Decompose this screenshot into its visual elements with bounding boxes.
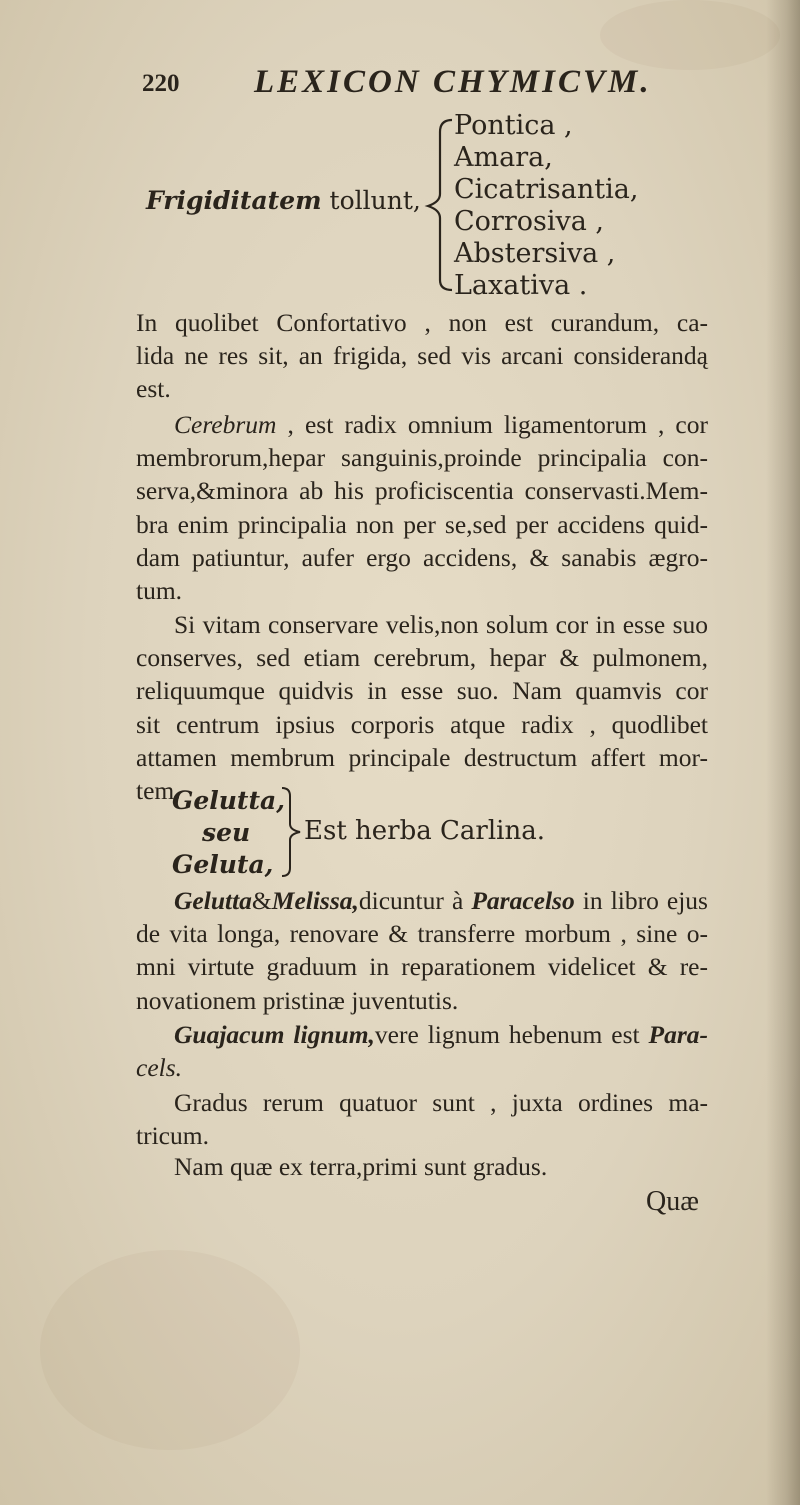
text-line: Guajacum lignum,vere lignum hebenum est Para-: [174, 1020, 708, 1049]
entry-term: Cerebrum: [174, 410, 277, 439]
text-line: conserves, sed etiam cerebrum, hepar & pulmonem,: [136, 643, 708, 673]
text-line: sit centrum ipsius corporis atque radix , quodlibet: [136, 709, 708, 739]
frigiditatem-verb: tollunt,: [321, 186, 421, 215]
geluta-term: Geluta,: [172, 850, 274, 879]
text-line: de vita longa, renovare & transferre morbum , sine o-: [136, 919, 708, 949]
text-line: Gelutta&Melissa,dicuntur à Paracelso in libro ejus: [174, 886, 708, 915]
paragraph-cerebrum: [136, 408, 708, 607]
paper-stain: [40, 1250, 300, 1450]
paragraph-gradus: [136, 1086, 708, 1152]
left-brace-icon: [418, 114, 458, 294]
paragraph-nam: [136, 1150, 708, 1183]
list-item: Corrosiva ,: [454, 206, 604, 237]
paragraph-vitam: [136, 608, 708, 807]
text-line: tem.: [136, 776, 181, 806]
seu-conjunction: seu: [202, 818, 251, 847]
page-header: [132, 58, 712, 108]
paragraph-confortativo: [136, 306, 708, 406]
text-line: lida ne res sit, an frigida, sed vis arcani considerandą: [136, 341, 708, 371]
text-line: novationem pristinæ juventutis.: [136, 985, 459, 1015]
gelutta-term: Gelutta,: [172, 786, 285, 815]
text-line: mni virtute graduum in reparationem videlicet & re-: [136, 952, 708, 982]
paragraph-guajacum: [136, 1018, 708, 1084]
list-item: Amara,: [454, 142, 553, 173]
text-line: Nam quæ ex terra,primi sunt gradus.: [174, 1152, 548, 1181]
frigiditatem-term: Frigiditatem: [146, 186, 322, 215]
text-line: dam patiuntur, aufer ergo accidens, & sanabis ægro-: [136, 542, 708, 572]
catchword: Quæ: [646, 1186, 699, 1217]
text-line: tum.: [136, 576, 183, 606]
gelutta-definition: Est herba Carlina.: [304, 816, 545, 846]
text-line: serva,&minora ab his proficiscentia conservasti.Mem-: [136, 476, 708, 506]
text-line: In quolibet Confortativo , non est curandum, ca-: [136, 308, 708, 337]
text-line: Cerebrum , est radix omnium ligamentorum , cor: [174, 410, 708, 439]
running-title: LEXICON CHYMICVM.: [254, 64, 652, 100]
list-item: Laxativa .: [454, 270, 588, 301]
list-item: Pontica ,: [454, 110, 573, 141]
text-line: cels.: [136, 1053, 183, 1083]
paragraph-gelutta-melissa: [136, 884, 708, 1017]
text-line: reliquumque quidvis in esse suo. Nam quamvis cor: [136, 676, 708, 706]
page-edge-shadow: [766, 0, 800, 1505]
list-item: Abstersiva ,: [454, 238, 616, 269]
frigiditatem-lead: [146, 186, 421, 215]
text-line: attamen membrum principale destructum affert mor-: [136, 742, 708, 772]
text-line: tricum.: [136, 1121, 209, 1151]
page-number: 220: [142, 70, 180, 97]
text-line: Si vitam conservare velis,non solum cor in esse suo: [174, 610, 708, 639]
text-line: est.: [136, 374, 171, 404]
list-item: Cicatrisantia,: [454, 174, 639, 205]
text-line: bra enim principalia non per se,sed per accidens quid-: [136, 509, 708, 539]
text-line: membrorum,hepar sanguinis,proinde principalia con-: [136, 443, 708, 473]
text-line: Gradus rerum quatuor sunt , juxta ordines ma-: [174, 1088, 708, 1117]
